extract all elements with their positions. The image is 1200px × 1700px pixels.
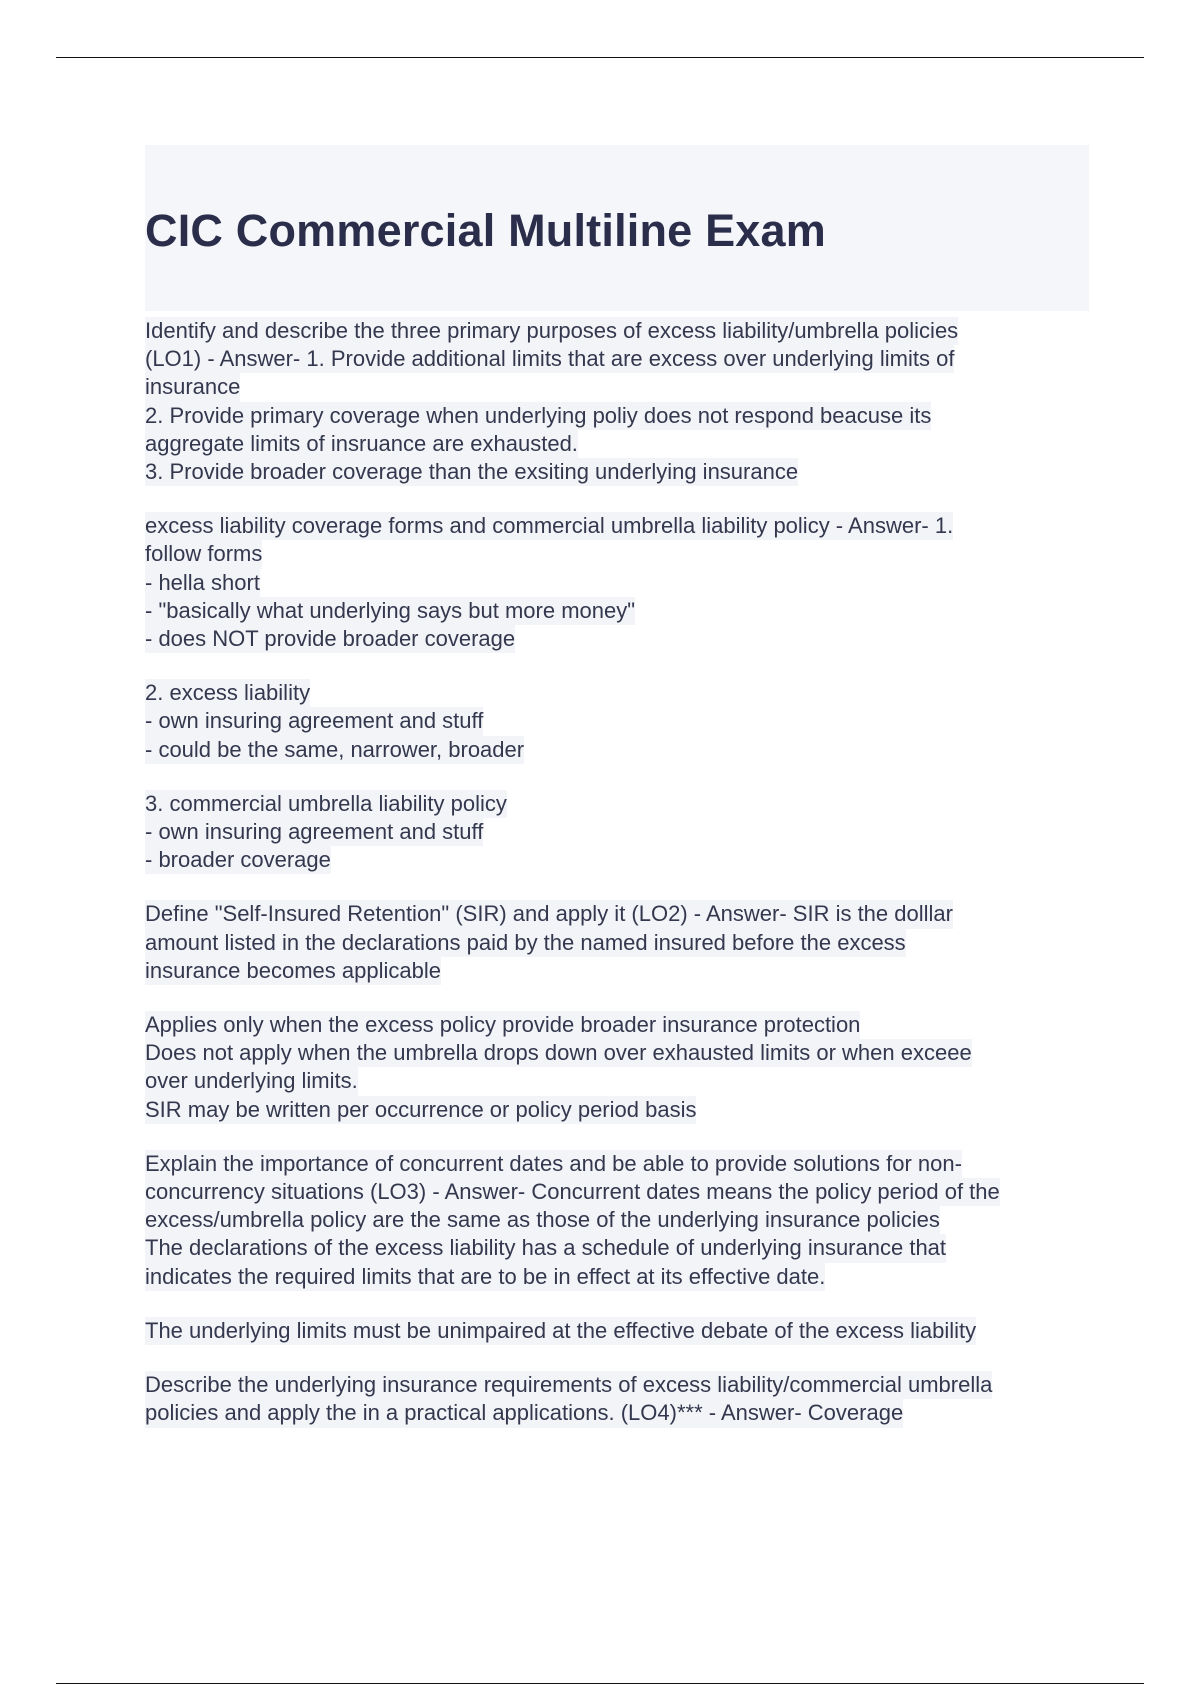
- text-line: aggregate limits of insruance are exhausted.: [145, 430, 578, 458]
- text-line: - "basically what underlying says but more money": [145, 597, 635, 625]
- text-line: 2. excess liability: [145, 679, 310, 707]
- text-line: The declarations of the excess liability has a schedule of underlying insurance that: [145, 1234, 946, 1262]
- text-line: SIR may be written per occurrence or policy period basis: [145, 1096, 696, 1124]
- document-title: CIC Commercial Multiline Exam: [145, 205, 826, 256]
- text-line: amount listed in the declarations paid by the named insured before the excess: [145, 929, 906, 957]
- document-body: [145, 317, 1089, 1428]
- top-rule: [56, 57, 1144, 58]
- text-line: - hella short: [145, 569, 260, 597]
- text-line: Does not apply when the umbrella drops down over exhausted limits or when exceee: [145, 1039, 972, 1067]
- text-line: Define "Self-Insured Retention" (SIR) and apply it (LO2) - Answer- SIR is the dolllar: [145, 900, 953, 928]
- text-line: - could be the same, narrower, broader: [145, 736, 524, 764]
- text-block: [145, 1371, 1089, 1427]
- text-line: - broader coverage: [145, 846, 331, 874]
- document-page: [145, 145, 1089, 1454]
- text-line: Describe the underlying insurance requirements of excess liability/commercial umbrella: [145, 1371, 992, 1399]
- text-line: Explain the importance of concurrent dates and be able to provide solutions for non-: [145, 1150, 962, 1178]
- text-block: [145, 790, 1089, 875]
- text-line: 3. commercial umbrella liability policy: [145, 790, 507, 818]
- text-line: policies and apply the in a practical applications. (LO4)*** - Answer- Coverage: [145, 1399, 903, 1427]
- text-line: - own insuring agreement and stuff: [145, 707, 483, 735]
- text-line: indicates the required limits that are to be in effect at its effective date.: [145, 1263, 825, 1291]
- text-line: (LO1) - Answer- 1. Provide additional limits that are excess over underlying limits of: [145, 345, 954, 373]
- text-block: [145, 1011, 1089, 1124]
- text-block: [145, 900, 1089, 985]
- text-line: over underlying limits.: [145, 1067, 358, 1095]
- text-line: concurrency situations (LO3) - Answer- Concurrent dates means the policy period of the: [145, 1178, 1000, 1206]
- text-line: 2. Provide primary coverage when underlying poliy does not respond beacuse its: [145, 402, 931, 430]
- text-line: - own insuring agreement and stuff: [145, 818, 483, 846]
- text-line: 3. Provide broader coverage than the exsiting underlying insurance: [145, 458, 798, 486]
- text-block: [145, 1150, 1089, 1291]
- text-line: follow forms: [145, 540, 262, 568]
- text-line: excess/umbrella policy are the same as those of the underlying insurance policies: [145, 1206, 940, 1234]
- text-line: - does NOT provide broader coverage: [145, 625, 515, 653]
- text-block: [145, 512, 1089, 653]
- text-block: [145, 679, 1089, 764]
- text-line: insurance becomes applicable: [145, 957, 441, 985]
- text-line: insurance: [145, 373, 240, 401]
- text-line: Identify and describe the three primary purposes of excess liability/umbrella policies: [145, 317, 958, 345]
- text-line: Applies only when the excess policy provide broader insurance protection: [145, 1011, 860, 1039]
- text-line: The underlying limits must be unimpaired at the effective debate of the excess liability: [145, 1317, 976, 1345]
- text-block: [145, 317, 1089, 486]
- text-line: excess liability coverage forms and commercial umbrella liability policy - Answer- 1.: [145, 512, 953, 540]
- bottom-rule: [56, 1683, 1144, 1684]
- title-band: [145, 145, 1089, 311]
- text-block: [145, 1317, 1089, 1345]
